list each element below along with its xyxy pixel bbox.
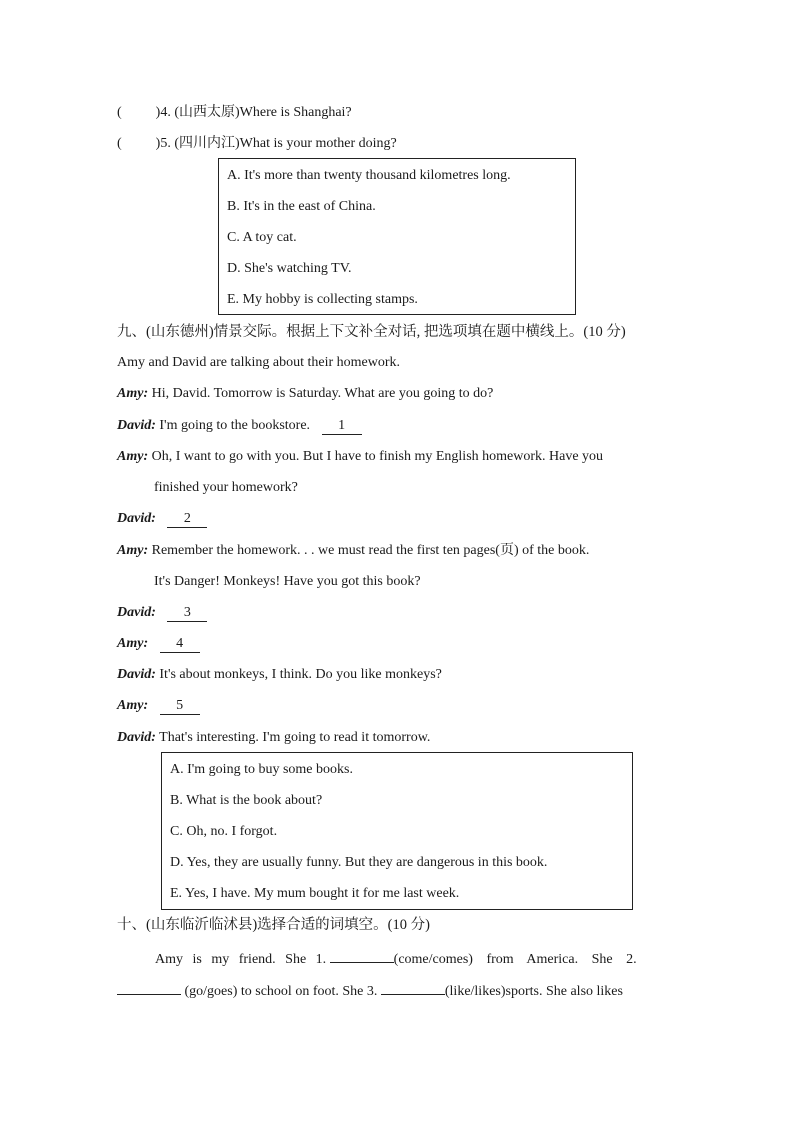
speaker: David: — [117, 511, 156, 526]
speaker: David: — [117, 418, 156, 433]
answer-blank-2[interactable]: 2 — [167, 511, 207, 528]
option-d: D. She's watching TV. — [227, 261, 352, 276]
speaker: David: — [117, 667, 156, 682]
speaker: David: — [117, 730, 156, 745]
cloze-blank-3[interactable] — [381, 980, 445, 995]
dialog-line — [117, 604, 207, 622]
question-source: (四川内江) — [174, 136, 240, 151]
dialog-line: Amy: Oh, I want to go with you. But I have to finish my English homework. Have you — [117, 449, 604, 464]
answer-blank-4[interactable]: 4 — [160, 636, 200, 653]
option-b: B. What is the book about? — [170, 793, 323, 808]
options-box-1 — [218, 158, 576, 315]
dialog-line — [117, 510, 207, 528]
speaker: Amy: — [117, 543, 149, 558]
answer-paren-open: ( — [117, 105, 122, 120]
speaker: Amy: — [117, 636, 149, 651]
section-10-heading: 十、(山东临沂临沭县)选择合适的词填空。(10 分) — [117, 917, 430, 933]
dialog-line: Amy: Remember the homework. . . we must read the first ten pages(页) of the book. — [117, 543, 590, 558]
section-9-heading: 九、(山东德州)情景交际。根据上下文补全对话, 把选项填在题中横线上。(10 分) — [117, 324, 626, 340]
option-e: E. Yes, I have. My mum bought it for me last week. — [170, 886, 460, 901]
question-text: What is your mother doing? — [239, 136, 397, 151]
speaker: David: — [117, 605, 156, 620]
speaker: Amy: — [117, 449, 149, 464]
option-d: D. Yes, they are usually funny. But they are dangerous in this book. — [170, 855, 548, 870]
cloze-blank-1[interactable] — [330, 948, 394, 963]
options-box-2 — [161, 752, 633, 910]
dialog-line: David: I'm going to the bookstore. 1 — [117, 417, 362, 435]
cloze-line-1: Amy is my friend. She 1. (come/comes) from America. She 2. — [155, 948, 637, 969]
cloze-blank-2[interactable] — [117, 980, 181, 995]
speaker: Amy: — [117, 698, 149, 713]
cloze-line-2: (go/goes) to school on foot. She 3. (like/likes)sports. She also likes — [117, 980, 623, 1001]
question-5: ( )5. (四川内江)What is your mother doing? — [117, 136, 397, 151]
dialog-line: Amy: Hi, David. Tomorrow is Saturday. What are you going to do? — [117, 386, 494, 401]
option-a: A. It's more than twenty thousand kilometres long. — [227, 168, 511, 183]
question-source: (山西太原) — [174, 105, 240, 120]
dialog-line: David: It's about monkeys, I think. Do you like monkeys? — [117, 667, 442, 682]
answer-blank-3[interactable]: 3 — [167, 605, 207, 622]
answer-blank-1[interactable]: 1 — [322, 418, 362, 435]
dialog-line — [117, 635, 200, 653]
option-c: C. Oh, no. I forgot. — [170, 824, 278, 839]
dialog-line: David: That's interesting. I'm going to read it tomorrow. — [117, 730, 431, 745]
section-9-intro: Amy and David are talking about their homework. — [117, 355, 401, 370]
dialog-line — [117, 697, 200, 715]
speaker: Amy: — [117, 386, 149, 401]
dialog-line-continued: It's Danger! Monkeys! Have you got this book? — [154, 574, 421, 589]
answer-blank-5[interactable]: 5 — [160, 698, 200, 715]
dialog-line-continued: finished your homework? — [154, 480, 298, 495]
option-e: E. My hobby is collecting stamps. — [227, 292, 418, 307]
question-4: ( )4. (山西太原)Where is Shanghai? — [117, 105, 352, 120]
option-b: B. It's in the east of China. — [227, 199, 376, 214]
option-a: A. I'm going to buy some books. — [170, 762, 353, 777]
answer-paren-open: ( — [117, 136, 122, 151]
option-c: C. A toy cat. — [227, 230, 297, 245]
question-text: Where is Shanghai? — [239, 105, 352, 120]
